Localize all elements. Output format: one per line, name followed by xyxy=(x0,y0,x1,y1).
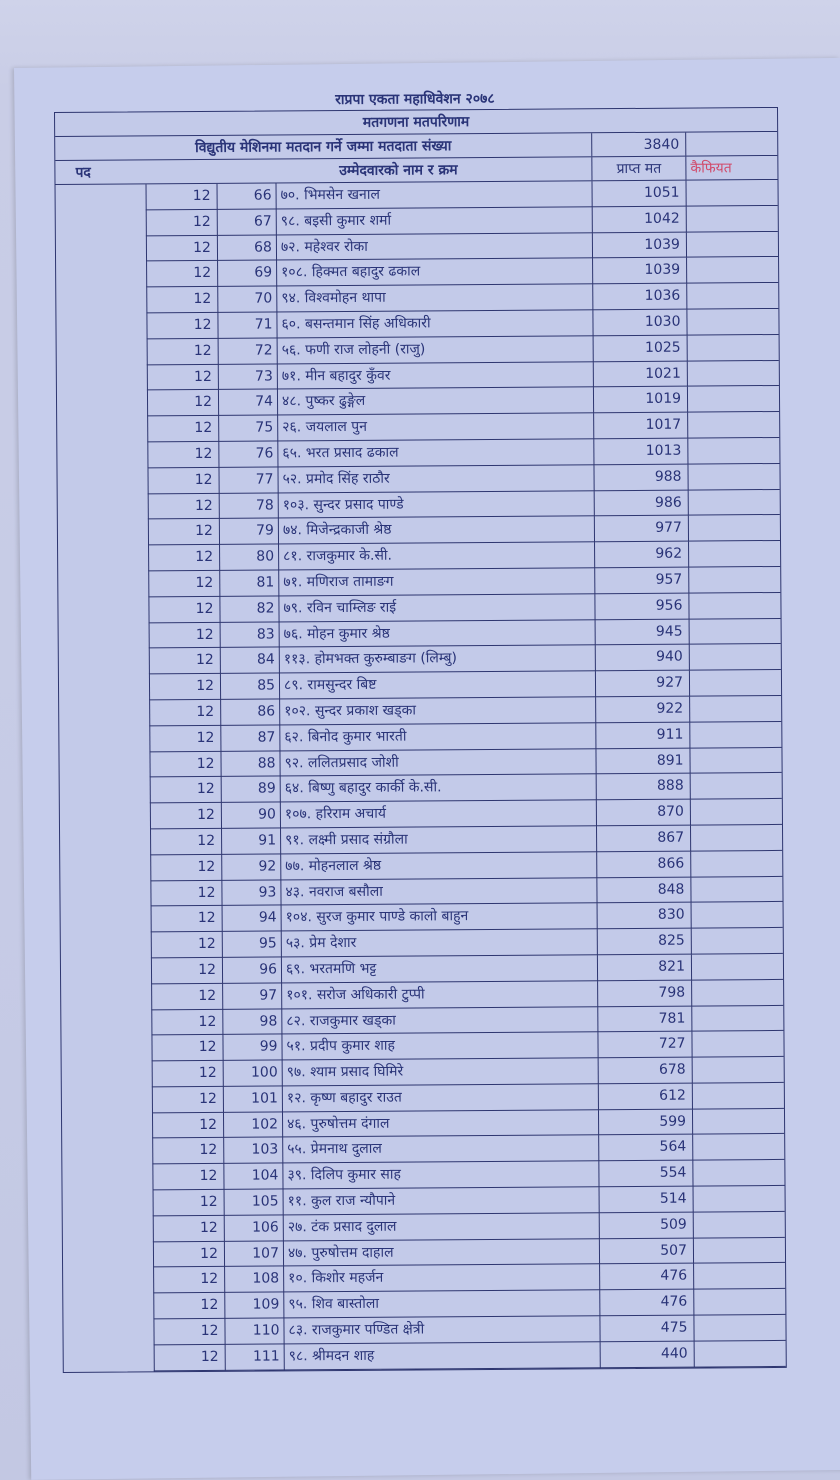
remarks-cell xyxy=(686,283,778,309)
remarks-cell xyxy=(690,799,782,825)
candidate-name-cell: १०८. हिक्मत बहादुर ढकाल xyxy=(276,259,592,287)
post-cell: 12 xyxy=(148,493,220,519)
post-cell: 12 xyxy=(146,313,218,339)
remarks-cell xyxy=(686,232,778,258)
serial-cell: 99 xyxy=(259,1038,278,1055)
remarks-cell xyxy=(693,1263,785,1289)
voter-count-value: 3840 xyxy=(591,133,685,157)
serial-cell: 67 xyxy=(253,213,272,230)
candidate-name-cell: ४३. नवराज बसौला xyxy=(280,878,596,906)
remarks-cell xyxy=(693,1238,785,1264)
votes-cell: 888 xyxy=(596,774,690,800)
remarks-cell xyxy=(692,1134,784,1160)
serial-cell: 74 xyxy=(255,393,274,410)
serial-cell: 80 xyxy=(256,548,275,565)
candidate-rows xyxy=(56,180,786,1372)
votes-cell: 1039 xyxy=(592,258,686,284)
post-cell: 12 xyxy=(153,1267,225,1293)
remarks-cell xyxy=(690,773,782,799)
serial-cell: 105 xyxy=(251,1193,279,1210)
votes-cell: 821 xyxy=(597,954,691,980)
post-cell: 12 xyxy=(147,364,219,390)
candidate-name-cell: ७२. महेश्वर रोका xyxy=(276,233,592,261)
serial-cell: 98 xyxy=(259,1012,278,1030)
candidate-name-cell: २७. टंक प्रसाद दुलाल xyxy=(283,1213,599,1241)
remarks-cell xyxy=(689,670,781,696)
table-row xyxy=(64,1341,786,1372)
remarks-cell xyxy=(692,1057,784,1083)
votes-cell: 727 xyxy=(597,1032,691,1058)
remarks-cell xyxy=(693,1212,785,1238)
post-cell: 12 xyxy=(151,984,223,1010)
votes-cell: 612 xyxy=(598,1083,692,1109)
candidate-name-cell: १२. कृष्ण बहादुर राउत xyxy=(282,1084,598,1112)
remarks-cell xyxy=(694,1341,786,1367)
post-cell: 12 xyxy=(149,751,221,777)
votes-cell: 870 xyxy=(596,800,690,826)
remarks-cell xyxy=(691,1031,783,1057)
post-cell: 12 xyxy=(149,622,221,648)
candidate-name-cell: ७१. मीन बहादुर कुँवर xyxy=(277,362,593,390)
post-cell: 12 xyxy=(147,468,219,494)
remarks-cell xyxy=(689,747,781,773)
votes-cell: 866 xyxy=(596,851,690,877)
post-cell: 12 xyxy=(153,1242,225,1268)
votes-cell: 962 xyxy=(594,542,688,568)
post-cell: 12 xyxy=(151,932,223,958)
candidate-name-cell: ७७. मोहनलाल श्रेष्ठ xyxy=(280,852,596,880)
votes-cell: 1039 xyxy=(592,232,686,258)
remarks-cell xyxy=(693,1315,785,1341)
serial-cell: 86 xyxy=(257,703,276,720)
votes-cell: 781 xyxy=(597,1006,691,1032)
serial-cell: 91 xyxy=(258,832,277,849)
voter-count-blank xyxy=(685,132,777,156)
post-cell: 12 xyxy=(149,726,221,752)
results-document xyxy=(54,90,785,1402)
serial-cell: 70 xyxy=(254,290,273,307)
serial-cell: 83 xyxy=(256,626,275,643)
remarks-cell xyxy=(692,1160,784,1186)
candidate-name-cell: ९१. लक्ष्मी प्रसाद संग्रौला xyxy=(280,826,596,854)
votes-cell: 922 xyxy=(595,697,689,723)
remarks-cell xyxy=(688,515,780,541)
remarks-cell xyxy=(688,593,780,619)
candidate-name-cell: १०१. सरोज अधिकारी टुप्पी xyxy=(281,981,597,1009)
post-cell: 12 xyxy=(152,1164,224,1190)
post-cell: 12 xyxy=(153,1190,225,1216)
remarks-cell xyxy=(688,490,780,516)
post-cell: 12 xyxy=(147,442,219,468)
serial-cell: 66 xyxy=(253,187,272,204)
remarks-cell xyxy=(688,567,780,593)
serial-cell: 103 xyxy=(251,1141,279,1159)
candidate-name-cell: ५३. प्रेम देशार xyxy=(281,929,597,957)
post-cell: 12 xyxy=(151,1035,223,1061)
header-name-order: उम्मेदवारको नाम र क्रम xyxy=(339,162,458,180)
header-post: पद xyxy=(75,164,91,181)
serial-cell: 88 xyxy=(257,755,276,772)
votes-cell: 891 xyxy=(595,748,689,774)
post-cell: 12 xyxy=(147,339,219,365)
votes-cell: 867 xyxy=(596,825,690,851)
votes-cell: 957 xyxy=(594,568,688,594)
candidate-name-cell: ६४. बिष्णु बहादुर कार्की के.सी. xyxy=(280,775,596,803)
post-cell: 12 xyxy=(151,1009,223,1035)
serial-cell: 104 xyxy=(251,1167,279,1184)
post-cell: 12 xyxy=(148,545,220,571)
candidate-name-cell: ४८. पुष्कर ढुङ्गेल xyxy=(277,388,593,416)
votes-cell: 911 xyxy=(595,722,689,748)
serial-cell: 96 xyxy=(259,961,278,978)
remarks-cell xyxy=(687,412,779,438)
post-cell: 12 xyxy=(150,777,222,803)
results-table xyxy=(54,107,787,1373)
serial-cell: 87 xyxy=(257,729,276,746)
votes-cell: 599 xyxy=(598,1109,692,1135)
votes-cell: 986 xyxy=(594,490,688,516)
remarks-cell xyxy=(689,722,781,748)
candidate-name-cell: ५१. प्रदीप कुमार शाह xyxy=(281,1033,597,1061)
serial-cell: 101 xyxy=(251,1090,278,1107)
remarks-cell xyxy=(687,361,779,387)
serial-cell: 78 xyxy=(255,497,274,514)
serial-cell: 106 xyxy=(252,1219,279,1236)
remarks-cell xyxy=(691,954,783,980)
remarks-cell xyxy=(686,257,778,283)
post-cell: 12 xyxy=(148,519,220,545)
serial-cell: 85 xyxy=(257,677,276,694)
votes-cell: 1036 xyxy=(592,284,686,310)
votes-cell: 440 xyxy=(600,1341,694,1367)
post-cell: 12 xyxy=(146,261,218,287)
candidate-name-cell: ५५. प्रेमनाथ दुलाल xyxy=(282,1136,598,1164)
votes-cell: 825 xyxy=(597,929,691,955)
post-cell: 12 xyxy=(154,1345,226,1371)
votes-cell: 678 xyxy=(598,1058,692,1084)
serial-cell: 102 xyxy=(251,1116,279,1133)
votes-cell: 554 xyxy=(598,1161,692,1187)
post-cell: 12 xyxy=(149,674,221,700)
serial-cell: 90 xyxy=(258,806,276,823)
candidate-name-cell: ९८. बइसी कुमार शर्मा xyxy=(276,207,592,235)
serial-cell: 73 xyxy=(254,368,273,385)
votes-cell: 476 xyxy=(599,1264,693,1290)
voter-count-label: विद्युतीय मेशिनमा मतदान गर्ने जम्मा मतदाता संख्या xyxy=(195,138,452,157)
remarks-cell xyxy=(691,928,783,954)
post-cell: 12 xyxy=(152,1087,224,1113)
candidate-name-cell: ६२. बिनोद कुमार भारती xyxy=(279,723,595,751)
candidate-name-cell: ८२. राजकुमार खड्का xyxy=(281,1007,597,1035)
post-cell: 12 xyxy=(150,880,222,906)
votes-cell: 1017 xyxy=(593,413,687,439)
serial-cell: 93 xyxy=(258,883,277,901)
candidate-name-cell: ६५. भरत प्रसाद ढकाल xyxy=(277,439,593,467)
remarks-cell xyxy=(687,386,779,412)
serial-cell: 84 xyxy=(256,651,275,668)
post-cell: 12 xyxy=(149,700,221,726)
post-cell: 12 xyxy=(150,829,222,855)
votes-cell: 1021 xyxy=(593,361,687,387)
votes-cell: 1051 xyxy=(591,181,685,207)
candidate-name-cell: ७६. मोहन कुमार श्रेष्ठ xyxy=(279,620,595,648)
candidate-name-cell: ७०. भिमसेन खनाल xyxy=(276,181,592,209)
remarks-cell xyxy=(693,1289,785,1315)
votes-cell: 945 xyxy=(595,619,689,645)
post-cell: 12 xyxy=(148,597,220,623)
post-cell: 12 xyxy=(152,1061,224,1087)
candidate-name-cell: १०. किशोर महर्जन xyxy=(283,1265,599,1293)
remarks-cell xyxy=(692,1109,784,1135)
candidate-name-cell: ६९. भरतमणि भट्ट xyxy=(281,955,597,983)
candidate-name-cell: ७९. रविन चाम्लिङ राई xyxy=(278,594,594,622)
post-cell: 12 xyxy=(148,571,220,597)
candidate-name-cell: १०७. हरिराम अचार्य xyxy=(280,800,596,828)
post-cell: 12 xyxy=(152,1113,224,1139)
votes-cell: 927 xyxy=(595,671,689,697)
votes-cell: 956 xyxy=(594,593,688,619)
votes-cell: 848 xyxy=(596,877,690,903)
serial-cell: 71 xyxy=(254,316,273,333)
remarks-cell xyxy=(690,825,782,851)
post-cell: 12 xyxy=(146,235,218,261)
serial-cell: 81 xyxy=(256,574,275,591)
serial-cell: 69 xyxy=(254,264,273,281)
post-cell: 12 xyxy=(150,855,222,881)
candidate-name-cell: ४७. पुरुषोत्तम दाहाल xyxy=(283,1239,599,1267)
candidate-name-cell: ६०. बसन्तमान सिंह अधिकारी xyxy=(276,310,592,338)
post-cell: 12 xyxy=(150,803,222,829)
post-cell: 12 xyxy=(147,416,219,442)
serial-cell: 79 xyxy=(256,522,274,539)
candidate-name-cell: १०४. सुरज कुमार पाण्डे कालो बाहुन xyxy=(281,904,597,932)
candidate-name-cell: ११. कुल राज न्यौपाने xyxy=(283,1187,599,1215)
serial-cell: 82 xyxy=(256,600,275,617)
post-cell: 12 xyxy=(146,184,218,210)
post-cell: 12 xyxy=(153,1216,225,1242)
post-cell: 12 xyxy=(146,210,218,236)
votes-cell: 1025 xyxy=(593,335,687,361)
serial-cell: 111 xyxy=(252,1348,280,1365)
candidate-name-cell: २६. जयलाल पुन xyxy=(277,413,593,441)
post-cell: 12 xyxy=(146,287,218,313)
remarks-cell xyxy=(689,618,781,644)
remarks-cell xyxy=(691,902,783,928)
candidate-name-cell: ८३. राजकुमार पण्डित क्षेत्री xyxy=(283,1316,599,1344)
candidate-name-cell: ९४. विश्वमोहन थापा xyxy=(276,284,592,312)
candidate-name-cell: ४६. पुरुषोत्तम दंगाल xyxy=(282,1110,598,1138)
serial-cell: 92 xyxy=(258,858,277,875)
remarks-cell xyxy=(693,1186,785,1212)
remarks-cell xyxy=(690,876,782,902)
remarks-cell xyxy=(689,696,781,722)
serial-cell: 68 xyxy=(254,239,273,256)
votes-cell: 1042 xyxy=(592,206,686,232)
serial-cell: 94 xyxy=(258,909,277,926)
votes-cell: 1030 xyxy=(592,310,686,336)
candidate-name-cell: ११३. होमभक्त कुरुम्बाङग (लिम्बु) xyxy=(279,646,595,674)
candidate-name-cell: ९७. श्याम प्रसाद घिमिरे xyxy=(282,1058,598,1086)
votes-cell: 564 xyxy=(598,1135,692,1161)
remarks-cell xyxy=(692,1083,784,1109)
votes-cell: 509 xyxy=(599,1212,693,1238)
candidate-name-cell: ९५. शिव बास्तोला xyxy=(283,1290,599,1318)
serial-cell: 76 xyxy=(255,445,274,462)
remarks-cell xyxy=(687,464,779,490)
votes-cell: 1019 xyxy=(593,387,687,413)
document-subtitle: मतगणना मतपरिणाम xyxy=(362,114,470,131)
header-votes: प्राप्त मत xyxy=(591,157,685,181)
remarks-cell xyxy=(687,438,779,464)
serial-cell: 72 xyxy=(254,342,273,359)
candidate-name-cell: ९२. ललितप्रसाद जोशी xyxy=(279,749,595,777)
candidate-name-cell: ५२. प्रमोद सिंह राठौर xyxy=(277,465,593,493)
serial-cell: 107 xyxy=(252,1245,280,1262)
post-cell: 12 xyxy=(149,648,221,674)
votes-cell: 514 xyxy=(599,1187,693,1213)
votes-cell: 830 xyxy=(597,903,691,929)
remarks-cell xyxy=(685,180,777,206)
candidate-name-cell: १०३. सुन्दर प्रसाद पाण्डे xyxy=(278,491,594,519)
serial-cell: 100 xyxy=(250,1064,278,1081)
remarks-cell xyxy=(690,851,782,877)
candidate-name-cell: ७१. मणिराज तामाङग xyxy=(278,568,594,596)
votes-cell: 1013 xyxy=(593,439,687,465)
remarks-cell xyxy=(687,335,779,361)
votes-cell: 475 xyxy=(599,1316,693,1342)
candidate-name-cell: ५६. फणी राज लोहनी (राजु) xyxy=(277,336,593,364)
remarks-cell xyxy=(691,1005,783,1031)
serial-cell: 77 xyxy=(255,471,274,488)
document-title: राप्रपा एकता महाधिवेशन २०७८ xyxy=(335,90,495,109)
serial-cell: 110 xyxy=(252,1322,280,1339)
votes-cell: 940 xyxy=(595,645,689,671)
post-cell: 12 xyxy=(151,958,223,984)
candidate-name-cell: ८९. रामसुन्दर बिष्ट xyxy=(279,671,595,699)
candidate-name-cell: ७४. मिजेन्द्रकाजी श्रेष्ठ xyxy=(278,517,594,545)
votes-cell: 988 xyxy=(593,464,687,490)
candidate-name-cell: ३९. दिलिप कुमार साह xyxy=(282,1162,598,1190)
votes-cell: 977 xyxy=(594,516,688,542)
votes-cell: 798 xyxy=(597,980,691,1006)
remarks-cell xyxy=(686,206,778,232)
post-cell: 12 xyxy=(152,1138,224,1164)
candidate-name-cell: ८१. राजकुमार के.सी. xyxy=(278,542,594,570)
remarks-cell xyxy=(688,541,780,567)
votes-cell: 476 xyxy=(599,1290,693,1316)
post-cell: 12 xyxy=(151,906,223,932)
remarks-cell xyxy=(689,644,781,670)
candidate-name-cell: ९८. श्रीमदन शाह xyxy=(284,1342,600,1370)
remarks-cell xyxy=(686,309,778,335)
serial-cell: 108 xyxy=(252,1270,280,1288)
post-cell: 12 xyxy=(147,390,219,416)
serial-cell: 89 xyxy=(257,780,276,797)
post-cell: 12 xyxy=(153,1319,225,1345)
serial-cell: 97 xyxy=(259,987,278,1004)
remarks-cell xyxy=(691,980,783,1006)
candidate-name-cell: १०२. सुन्दर प्रकाश खड्का xyxy=(279,697,595,725)
serial-cell: 95 xyxy=(258,935,277,952)
serial-cell: 109 xyxy=(252,1296,280,1313)
post-cell: 12 xyxy=(153,1293,225,1319)
header-remarks: कैफियत xyxy=(685,156,777,180)
votes-cell: 507 xyxy=(599,1238,693,1264)
serial-cell: 75 xyxy=(255,419,274,436)
